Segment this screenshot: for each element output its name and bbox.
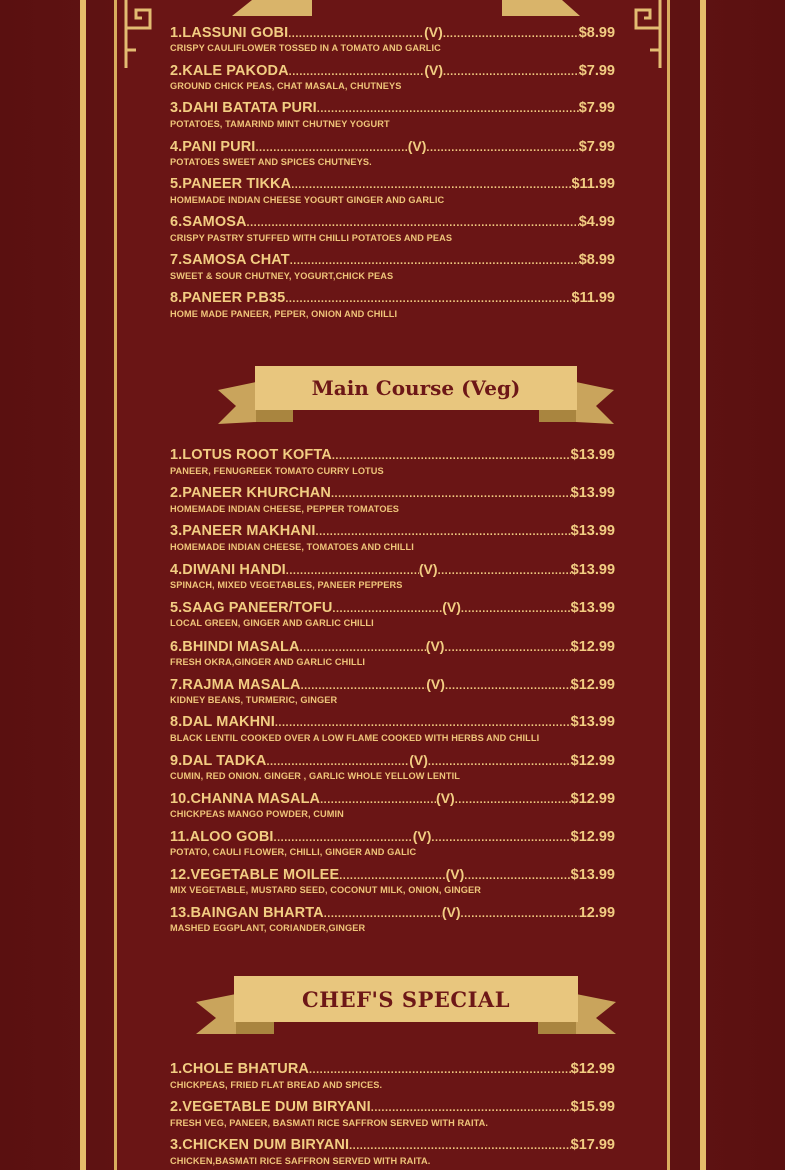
main-course-title: Main Course (Veg)	[255, 366, 577, 410]
menu-item-description: SPINACH, MIXED VEGETABLES, PANEER PEPPERS	[170, 580, 403, 591]
menu-item-price: $12.99	[570, 676, 615, 693]
menu-item-description: HOMEMADE INDIAN CHEESE, TOMATOES AND CHILLI	[170, 542, 414, 553]
dot-leader	[320, 794, 436, 806]
top-ribbon-left	[232, 0, 312, 16]
menu-item-price: $12.99	[570, 638, 615, 655]
dot-leader	[290, 255, 579, 267]
menu-item	[170, 1137, 615, 1166]
menu-item-price: $11.99	[571, 290, 615, 306]
menu-item-name: 3.PANEER MAKHANI	[170, 523, 316, 540]
menu-item-description: CHICKPEAS MANGO POWDER, CUMIN	[170, 808, 344, 819]
menu-item-line	[170, 828, 615, 846]
dot-leader	[332, 450, 571, 462]
dot-leader	[464, 870, 570, 882]
menu-item-description: POTATO, CAULI FLOWER, CHILLI, GINGER AND GALIC	[170, 847, 417, 857]
menu-item-price: $7.99	[578, 100, 615, 116]
menu-item-line	[170, 714, 615, 732]
veg-marker: (V)	[441, 904, 461, 921]
menu-item-price: $8.99	[578, 25, 616, 41]
dot-leader	[428, 756, 571, 768]
menu-item	[170, 214, 615, 243]
menu-item-description: POTATOES SWEET AND SPICES CHUTNEYS.	[170, 157, 372, 167]
menu-item	[170, 24, 615, 53]
veg-marker: (V)	[436, 789, 455, 806]
menu-item-line	[170, 1099, 615, 1117]
menu-item-description: LOCAL GREEN, GINGER AND GARLIC CHILLI	[170, 618, 374, 629]
menu-item	[170, 138, 615, 167]
menu-item-description: HOMEMADE INDIAN CHEESE YOGURT GINGER AND GARLIC	[170, 195, 445, 205]
menu-item-name: 6.BHINDI MASALA	[170, 638, 300, 655]
dot-leader	[300, 642, 426, 654]
menu-item-line	[170, 866, 615, 884]
dot-leader	[431, 832, 570, 844]
menu-item-line	[170, 24, 615, 42]
menu-item-name: 11.ALOO GOBI	[170, 829, 274, 845]
menu-item-description: KIDNEY BEANS, TURMERIC, GINGER	[170, 694, 338, 705]
menu-item-price: $13.99	[570, 447, 615, 463]
menu-item	[170, 676, 615, 705]
dot-leader	[316, 526, 571, 538]
dot-leader	[288, 28, 424, 40]
dot-leader	[331, 488, 571, 500]
menu-item-price: $7.99	[578, 63, 615, 79]
menu-item-line	[170, 676, 615, 694]
veg-marker: (V)	[424, 24, 443, 40]
menu-item-price: $13.99	[570, 523, 615, 540]
menu-item	[170, 1099, 615, 1128]
menu-item-line	[170, 447, 615, 465]
dot-leader	[332, 603, 442, 615]
dot-leader	[301, 680, 427, 692]
menu-item-description: FRESH OKRA,GINGER AND GARLIC CHILLI	[170, 656, 366, 667]
dot-leader	[426, 142, 578, 154]
dot-leader	[461, 603, 571, 615]
menu-item-line	[170, 561, 615, 579]
menu-item	[170, 1061, 615, 1090]
menu-item-line	[170, 100, 615, 118]
menu-item-line	[170, 752, 615, 770]
menu-item-price: $8.99	[578, 252, 615, 268]
menu-item-name: 9.DAL TADKA	[170, 752, 267, 769]
menu-item-line	[170, 599, 615, 617]
dot-leader	[255, 142, 407, 154]
menu-item-line	[170, 290, 615, 308]
menu-item-line	[170, 523, 615, 541]
veg-marker: (V)	[425, 637, 445, 654]
dot-leader	[291, 179, 571, 191]
menu-item-name: 4.PANI PURI	[170, 139, 256, 155]
menu-item-name: 13.BAINGAN BHARTA	[170, 905, 324, 922]
menu-item-name: 8.PANEER P.B35	[170, 290, 286, 306]
menu-item	[170, 828, 615, 857]
menu-item-description: GROUND CHICK PEAS, CHAT MASALA, CHUTNEYS	[170, 81, 402, 91]
veg-marker: (V)	[442, 599, 461, 616]
menu-item-price: $15.99	[570, 1099, 615, 1115]
veg-marker: (V)	[409, 751, 428, 768]
menu-item	[170, 599, 615, 628]
menu-item-name: 8.DAL MAKHNI	[170, 713, 275, 730]
veg-marker: (V)	[424, 62, 444, 78]
dot-leader	[444, 642, 570, 654]
veg-marker: (V)	[418, 561, 438, 578]
menu-item-line	[170, 138, 615, 156]
menu-item-description: MASHED EGGPLANT, CORIANDER,GINGER	[170, 923, 366, 934]
dot-leader	[247, 217, 579, 229]
menu-item-line	[170, 176, 615, 194]
menu-item-description: FRESH VEG, PANEER, BASMATI RICE SAFFRON SERVED WITH RAITA.	[170, 1118, 489, 1128]
menu-item-name: 1.LOTUS ROOT KOFTA	[170, 447, 332, 463]
dot-leader	[455, 794, 571, 806]
dot-leader	[285, 293, 571, 305]
menu-item-line	[170, 1061, 615, 1079]
menu-item-line	[170, 1137, 615, 1155]
main-course-banner	[218, 366, 614, 426]
top-ribbon-right	[502, 0, 580, 16]
menu-item	[170, 561, 615, 590]
dot-leader	[289, 66, 425, 78]
menu-item-name: 1.LASSUNI GOBI	[170, 25, 289, 41]
menu-item-description: PANEER, FENUGREEK TOMATO CURRY LOTUS	[170, 466, 384, 476]
dot-leader	[371, 1102, 571, 1114]
menu-item-line	[170, 214, 615, 232]
dot-leader	[443, 66, 579, 78]
dot-leader	[317, 103, 579, 115]
menu-item	[170, 790, 615, 819]
menu-item-price: $12.99	[570, 1061, 615, 1077]
menu-item-name: 5.PANEER TIKKA	[170, 176, 292, 192]
menu-item-name: 12.VEGETABLE MOILEE	[170, 867, 340, 884]
menu-item	[170, 252, 615, 281]
menu-item-name: 2.VEGETABLE DUM BIRYANI	[170, 1099, 371, 1115]
chefs-special-banner	[196, 976, 616, 1036]
menu-item	[170, 523, 615, 552]
menu-item-description: SWEET & SOUR CHUTNEY, YOGURT,CHICK PEAS	[170, 271, 394, 281]
menu-item-description: CHICKEN,BASMATI RICE SAFFRON SERVED WITH RAITA.	[170, 1156, 431, 1166]
menu-item-description: CUMIN, RED ONION. GINGER , GARLIC WHOLE YELLOW LENTIL	[170, 770, 460, 781]
dot-leader	[349, 1140, 571, 1152]
menu-item	[170, 290, 615, 319]
menu-item	[170, 100, 615, 129]
menu-item-description: CRISPY CAULIFLOWER TOSSED IN A TOMATO AND GARLIC	[170, 43, 441, 53]
menu-item	[170, 485, 615, 514]
corner-ornament-right	[624, 0, 664, 70]
menu-item-name: 3.CHICKEN DUM BIRYANI	[170, 1137, 350, 1153]
menu-item-price: $17.99	[570, 1137, 615, 1153]
menu-item-price: 12.99	[578, 905, 616, 922]
menu-item-name: 4.DIWANI HANDI	[170, 562, 286, 579]
frame-line-right-outer	[700, 0, 706, 1170]
menu-item-price: $12.99	[570, 829, 615, 845]
menu-item	[170, 62, 615, 91]
veg-marker: (V)	[407, 138, 427, 154]
menu-item-price: $4.99	[578, 214, 615, 230]
dot-leader	[324, 908, 442, 920]
menu-item-description: HOMEMADE INDIAN CHEESE, PEPPER TOMATOES	[170, 504, 400, 515]
dot-leader	[266, 756, 409, 768]
menu-item-description: CRISPY PASTRY STUFFED WITH CHILLI POTATOES AND PEAS	[170, 233, 453, 243]
menu-item-line	[170, 790, 615, 808]
dot-leader	[274, 832, 413, 844]
dot-leader	[443, 28, 579, 40]
veg-marker: (V)	[412, 828, 432, 844]
menu-item	[170, 447, 615, 476]
dot-leader	[286, 565, 419, 577]
veg-marker: (V)	[445, 866, 465, 883]
menu-item-name: 10.CHANNA MASALA	[170, 790, 321, 807]
menu-item-price: $12.99	[570, 790, 616, 807]
menu-item-name: 6.SAMOSA	[170, 214, 247, 230]
menu-item-price: $13.99	[570, 713, 615, 730]
menu-item-description: BLACK LENTIL COOKED OVER A LOW FLAME COOKED WITH HERBS AND CHILLI	[170, 732, 540, 743]
menu-item-line	[170, 252, 615, 270]
menu-item	[170, 176, 615, 205]
menu-item-price: $13.99	[570, 600, 615, 617]
menu-item	[170, 714, 615, 743]
menu-item-description: HOME MADE PANEER, PEPER, ONION AND CHILLI	[170, 309, 398, 319]
menu-item	[170, 904, 615, 933]
menu-item-description: CHICKPEAS, FRIED FLAT BREAD AND SPICES.	[170, 1080, 383, 1090]
veg-marker: (V)	[426, 675, 445, 692]
corner-ornament-left	[122, 0, 162, 70]
menu-item-price: $12.99	[570, 752, 615, 769]
menu-item-line	[170, 485, 615, 503]
menu-item-name: 1.CHOLE BHATURA	[170, 1061, 309, 1077]
menu-item-name: 5.SAAG PANEER/TOFU	[170, 600, 333, 617]
menu-item-price: $13.99	[570, 867, 615, 884]
frame-line-left-outer	[80, 0, 86, 1170]
dot-leader	[275, 717, 571, 729]
dot-leader	[445, 680, 571, 692]
menu-item-price: $7.99	[578, 139, 615, 155]
menu-item-line	[170, 638, 615, 656]
menu-item-price: $13.99	[570, 562, 616, 579]
menu-item-name: 3.DAHI BATATA PURI	[170, 100, 317, 116]
menu-item-price: $11.99	[571, 176, 615, 192]
dot-leader	[461, 908, 579, 920]
menu-item-line	[170, 62, 615, 80]
menu-item-description: MIX VEGETABLE, MUSTARD SEED, COCONUT MILK, ONION, GINGER	[170, 885, 482, 896]
menu-item	[170, 638, 615, 667]
menu-item-name: 2.KALE PAKODA	[170, 63, 289, 79]
menu-item-price: $13.99	[570, 485, 615, 502]
chefs-special-title: CHEF'S SPECIAL	[234, 976, 578, 1022]
menu-item-line	[170, 904, 615, 922]
menu-item-name: 2.PANEER KHURCHAN	[170, 485, 331, 502]
menu-item-description: POTATOES, TAMARIND MINT CHUTNEY YOGURT	[170, 119, 390, 129]
menu-item-name: 7.RAJMA MASALA	[170, 676, 301, 693]
menu-item	[170, 866, 615, 895]
menu-item-name: 7.SAMOSA CHAT	[170, 252, 290, 268]
dot-leader	[339, 870, 445, 882]
dot-leader	[438, 565, 571, 577]
menu-item	[170, 752, 615, 781]
dot-leader	[309, 1064, 571, 1076]
